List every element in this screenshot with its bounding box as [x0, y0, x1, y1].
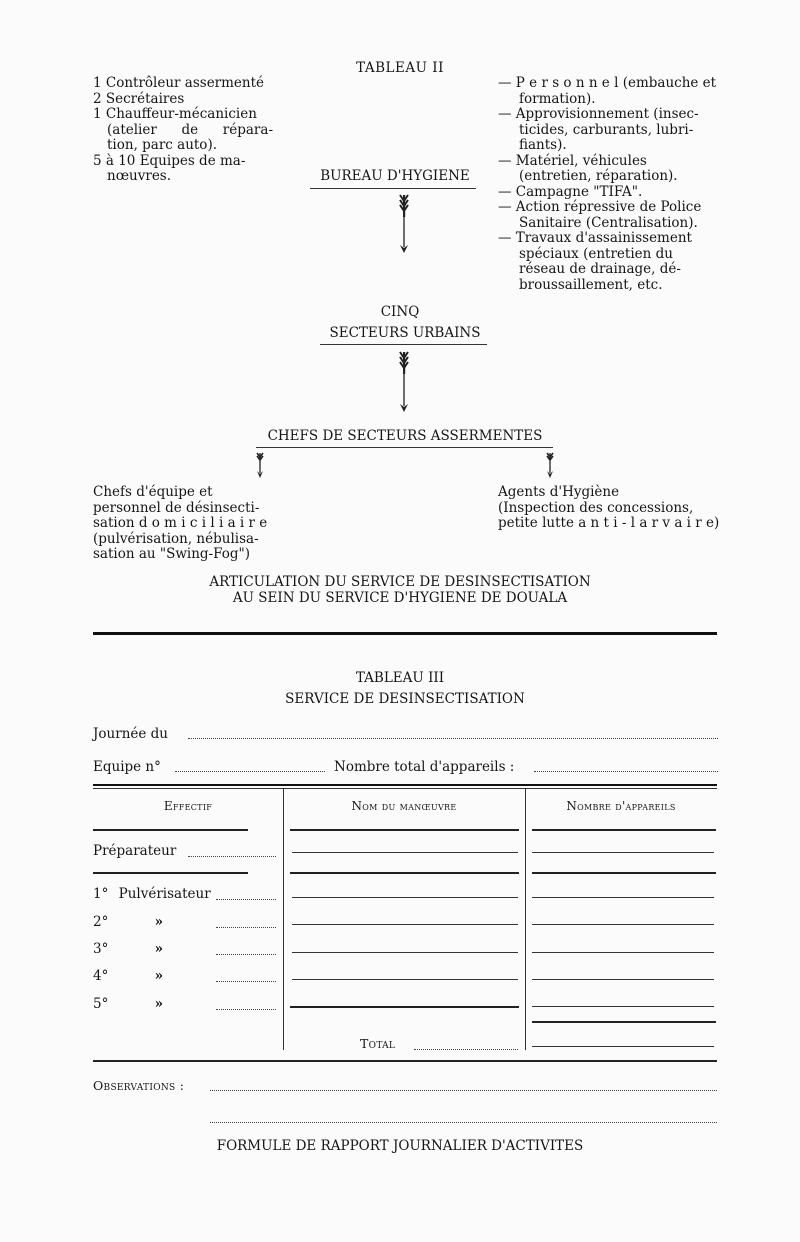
down-arrow-icon — [394, 350, 414, 416]
tableau2-caption — [100, 574, 700, 606]
row-label: » — [154, 941, 164, 957]
duties-list-item: broussaillement, etc. — [519, 276, 663, 293]
staff-list-item: 1 Contrôleur assermenté — [93, 75, 265, 91]
row-label: Pulvérisateur — [118, 886, 211, 902]
staff-list-item: 5 à 10 Equipes de ma- — [93, 152, 246, 169]
column-divider — [283, 788, 284, 1050]
staff-list-item: (atelier de répara- — [107, 121, 273, 138]
chefs-secteurs-label: CHEFS DE SECTEURS ASSERMENTES — [267, 428, 543, 444]
journee-field[interactable] — [188, 738, 718, 739]
preparateur-dots — [188, 856, 276, 857]
table-row — [93, 886, 211, 902]
row-nom-field[interactable] — [292, 952, 518, 953]
left-branch-line: sation au "Swing-Fog") — [93, 546, 250, 562]
duties-list-item: fiants). — [519, 137, 567, 153]
table-top-border — [93, 788, 717, 789]
staff-list-item: nœuvres. — [107, 168, 172, 184]
row-dots — [216, 899, 276, 900]
duties-list-item: (entretien, réparation). — [519, 168, 678, 184]
row-separator — [532, 872, 716, 874]
row-separator — [290, 872, 519, 874]
column-divider — [525, 788, 526, 1050]
row-nombre-field[interactable] — [532, 979, 714, 980]
row-label: » — [154, 968, 164, 984]
row-number: 4° — [93, 968, 109, 984]
duties-list — [498, 76, 720, 293]
caption-line: ARTICULATION DU SERVICE DE DESINSECTISATION — [209, 574, 591, 590]
duties-list-item: spéciaux (entretien du — [519, 245, 673, 262]
staff-list — [93, 76, 273, 185]
observations-field[interactable] — [210, 1122, 717, 1123]
row-nombre-field[interactable] — [532, 897, 714, 898]
preparateur-nom-field[interactable] — [292, 852, 518, 853]
row-number: 2° — [93, 914, 109, 930]
col-header-nombre: Nombre d'appareils — [566, 799, 676, 813]
row-nom-field[interactable] — [292, 924, 518, 925]
duties-list-item: — Campagne "TIFA". — [498, 183, 643, 200]
right-branch-line: petite lutte a n t i - l a r v a i r e) — [498, 515, 720, 531]
total-field[interactable] — [532, 1046, 714, 1047]
observations-label: Observations : — [93, 1078, 185, 1093]
row-nom-field[interactable] — [292, 897, 518, 898]
left-branch-text — [93, 485, 283, 563]
staff-list-item: 2 Secrétaires — [93, 90, 185, 107]
row-number: 5° — [93, 996, 109, 1012]
duties-list-item: ticides, carburants, lubri- — [519, 121, 694, 138]
tableau3-title: TABLEAU III — [355, 670, 445, 686]
left-branch-line: (pulvérisation, nébulisa- — [93, 530, 259, 547]
row-label-preparateur: Préparateur — [93, 843, 177, 859]
left-branch-line: sation d o m i c i l i a i r e — [93, 515, 268, 531]
table-row — [93, 941, 163, 957]
row-dots — [216, 1009, 276, 1010]
row-label: » — [154, 914, 164, 930]
section-divider — [93, 632, 717, 635]
row-separator — [93, 872, 248, 874]
bureau-underline — [310, 188, 476, 189]
row-dots — [216, 927, 276, 928]
down-arrow-icon — [250, 451, 270, 481]
right-branch-line: Agents d'Hygiène — [498, 484, 620, 500]
row-nom-field[interactable] — [290, 1006, 519, 1008]
duties-list-item: — P e r s o n n e l (embauche et — [498, 75, 717, 91]
nombre-total-field[interactable] — [534, 771, 718, 772]
row-nombre-field[interactable] — [532, 1006, 714, 1007]
header-underline — [532, 829, 716, 831]
duties-list-item: — Matériel, véhicules — [498, 152, 647, 169]
duties-list-item: Sanitaire (Centralisation). — [519, 214, 698, 231]
equipe-label: Equipe n° — [93, 759, 161, 775]
table-row — [93, 996, 163, 1012]
row-label: » — [154, 996, 164, 1012]
tableau3-subtitle: SERVICE DE DESINSECTISATION — [285, 691, 525, 707]
equipe-field[interactable] — [175, 771, 325, 772]
duties-list-item: — Approvisionnement (insec- — [498, 106, 699, 122]
preparateur-nombre-field[interactable] — [532, 852, 714, 853]
row-number: 1° — [93, 886, 109, 902]
secteurs-urbains-label: SECTEURS URBAINS — [329, 325, 481, 341]
duties-list-item: — Action répressive de Police — [498, 199, 702, 215]
staff-list-item: tion, parc auto). — [107, 137, 217, 153]
table-row — [93, 914, 163, 930]
table-row — [93, 968, 163, 984]
staff-list-item: 1 Chauffeur-mécanicien — [93, 106, 257, 122]
table-bottom-border — [93, 1060, 717, 1062]
right-branch-text — [498, 485, 722, 532]
duties-list-item: formation). — [519, 90, 596, 107]
header-underline — [93, 829, 248, 831]
caption-line: AU SEIN DU SERVICE D'HYGIENE DE DOUALA — [232, 590, 568, 606]
duties-list-item: — Travaux d'assainissement — [498, 230, 692, 246]
row-nom-field[interactable] — [292, 979, 518, 980]
row-nombre-field[interactable] — [532, 952, 714, 953]
row-nombre-field[interactable] — [532, 924, 714, 925]
row-number: 3° — [93, 941, 109, 957]
col-header-effectif: Effectif — [163, 799, 213, 813]
journee-label: Journée du — [93, 726, 168, 742]
row-dots — [216, 981, 276, 982]
cinq-label: CINQ — [380, 304, 420, 320]
down-arrow-icon — [540, 451, 560, 481]
left-branch-line: personnel de désinsecti- — [93, 499, 260, 516]
tableau2-title: TABLEAU II — [356, 60, 444, 76]
total-label: Total — [360, 1036, 396, 1051]
duties-list-item: réseau de drainage, dé- — [519, 261, 681, 277]
form-footer-title: FORMULE DE RAPPORT JOURNALIER D'ACTIVITES — [216, 1138, 584, 1154]
bureau-hygiene-label: BUREAU D'HYGIENE — [320, 168, 470, 184]
nombre-total-label: Nombre total d'appareils : — [334, 759, 515, 775]
row-separator — [532, 1021, 716, 1023]
left-branch-line: Chefs d'équipe et — [93, 484, 213, 500]
total-dots — [414, 1049, 518, 1050]
secteurs-underline — [320, 344, 487, 345]
down-arrow-icon — [394, 193, 414, 257]
chefs-underline — [256, 447, 553, 448]
header-underline — [290, 829, 519, 831]
col-header-nom: Nom du manœuvre — [351, 799, 457, 813]
row-dots — [216, 954, 276, 955]
table-top-border — [93, 784, 717, 786]
observations-field[interactable] — [210, 1090, 717, 1091]
right-branch-line: (Inspection des concessions, — [498, 499, 694, 516]
